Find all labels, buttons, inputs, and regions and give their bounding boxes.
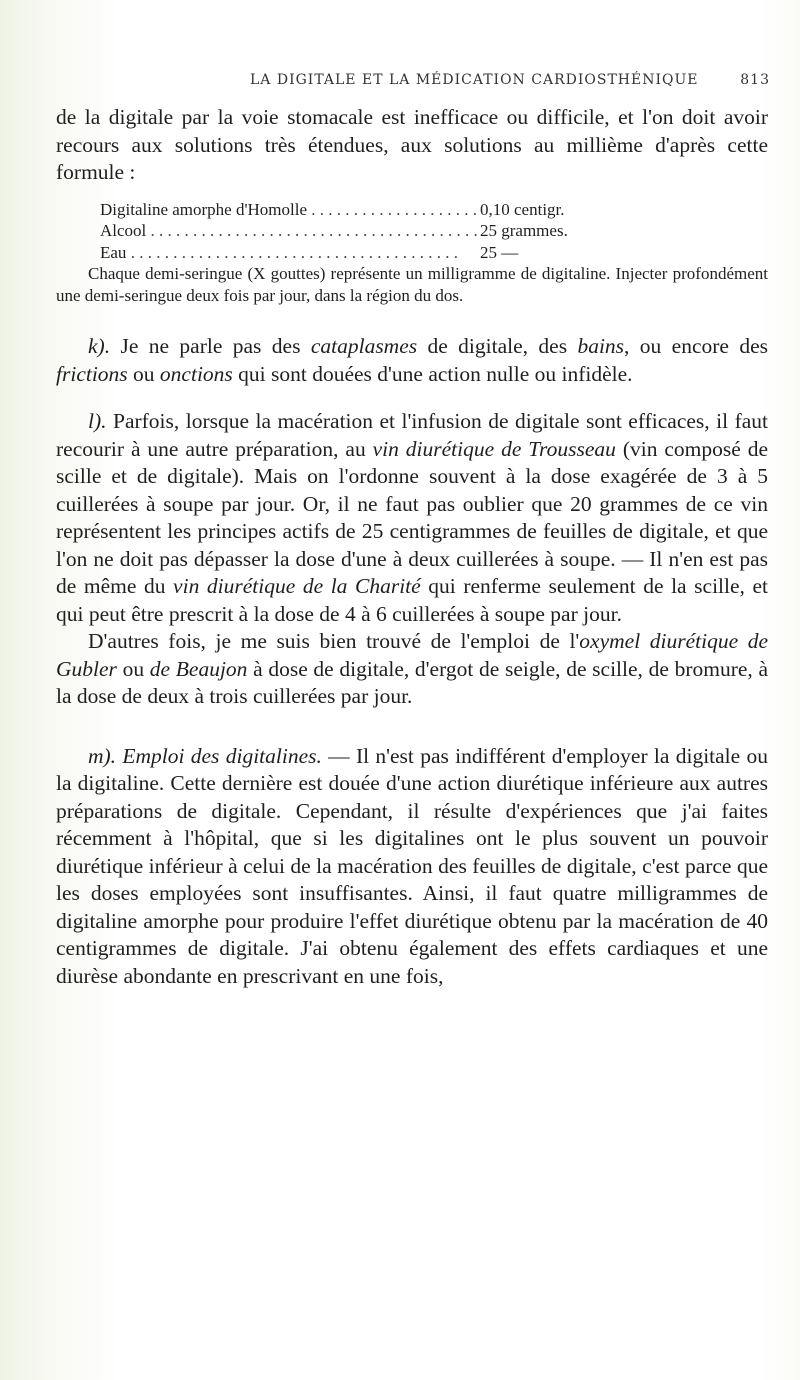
page-body	[56, 104, 768, 990]
text-run: Parfois, lorsque la macération et l'infusion de digitale sont efficaces, il faut recourir à une autre préparation, au	[56, 409, 768, 461]
formula-ingredient: Eau . . .	[100, 242, 480, 264]
formula-ingredient: Digitaline amorphe d'Homolle . . .	[100, 199, 480, 221]
italic-term: oxymel diurétique de Gubler	[56, 629, 768, 681]
section-marker: k).	[88, 334, 111, 358]
text-run: (vin composé de scille et de digitale). Mais on l'ordonne souvent à la dose exagérée de 3 à 5 cuillerées à soupe par jour. Or, il ne faut pas oublier que 20 grammes de ce vin représentent les principes actifs de 25 centigrammes de feuilles de digitale, et que l'on ne doit pas dépasser la dose d'une à deux cuillerées à soupe. — Il n'en est pas de même du	[56, 436, 768, 598]
paragraph-l	[56, 408, 768, 628]
formula-row	[100, 242, 660, 264]
text-run: D'autres fois, je me suis bien trouvé de l'emploi de l'	[88, 629, 580, 653]
formula-row	[100, 220, 660, 242]
italic-term: bains	[577, 334, 625, 358]
italic-term: cataplasmes	[310, 334, 418, 358]
paragraph-autres-fois	[56, 628, 768, 711]
section-marker: m).	[88, 743, 117, 768]
formula-quantity: 0,10 centigr.	[480, 199, 565, 219]
formula-block	[100, 199, 660, 264]
text-run: qui renferme seulement de la scille, et qui peut être prescrit à la dose de 4 à 6 cuillerées à soupe par jour.	[56, 574, 769, 626]
running-title: LA DIGITALE ET LA MÉDICATION CARDIOSTHÉNIQUE	[250, 72, 699, 88]
text-run: de digitale, des	[417, 334, 578, 358]
formula-ingredient: Alcool . . .	[100, 220, 480, 242]
text-run: Je ne parle pas des	[110, 334, 311, 358]
text-run: — Il n'est pas indifférent d'employer la digitale ou la digitaline. Cette dernière est douée d'une action diurétique inférieure aux autres préparations de digitale. Cependant, il résulte d'expériences que j'ai faites récemment à l'hôpital, que si les digitalines ont le plus souvent un pouvoir diurétique inférieur à celui de la macération des feuilles de digitale, c'est parce que les doses employées sont insuffisantes. Ainsi, il faut quatre milligrammes de digitaline amorphe pour produire l'effet diurétique obtenu par la macération de 40 centigrammes de digitale. J'ai obtenu également des effets cardiaques et une diurèse abondante en prescrivant en une fois,	[56, 743, 768, 988]
paragraph-m	[56, 743, 768, 991]
intro-paragraph: de la digitale par la voie stomacale est inefficace ou difficile, et l'on doit avoir recours aux solutions très étendues, aux solutions au millième d'après cette formule :	[56, 105, 768, 184]
text-run: qui sont douées d'une action nulle ou infidèle.	[232, 361, 633, 386]
text-run: ou	[116, 656, 150, 681]
text-run: à dose de digitale, d'ergot de seigle, de scille, de bromure, à la dose de deux à trois cuillerées par jour.	[56, 656, 768, 708]
formula-quantity: 25 grammes.	[480, 221, 568, 240]
formula-note: Chaque demi-seringue (X gouttes) représente un milligramme de digitaline. Injecter profondément une demi-seringue deux fois par jour, dans la région du dos.	[56, 264, 768, 305]
formula-row	[100, 199, 660, 221]
section-heading: Emploi des digitalines.	[116, 743, 322, 768]
paragraph-k	[56, 333, 768, 388]
italic-term: frictions	[56, 361, 128, 386]
italic-term: vin diurétique de la Charité	[173, 574, 421, 598]
text-run: ou	[127, 361, 160, 386]
page-number: 813	[740, 72, 770, 88]
italic-term: vin diurétique de Trousseau	[372, 436, 616, 461]
text-run: , ou encore des	[624, 334, 768, 358]
formula-quantity: 25 —	[480, 242, 519, 262]
italic-term: onctions	[159, 361, 233, 386]
italic-term: de Beaujon	[149, 656, 248, 681]
section-marker: l).	[88, 409, 107, 433]
